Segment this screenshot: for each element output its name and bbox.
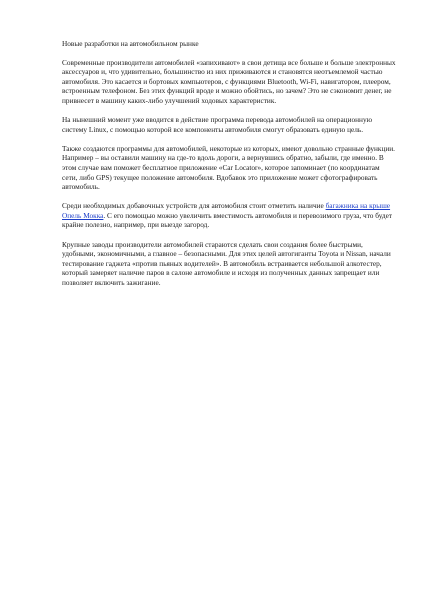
article-title: Новые разработки на автомобильном рынке [62, 39, 199, 48]
paragraph-electronics: Современные производители автомобилей «запихивают» в свои детища все больше и больше электронных аксессуаров и, что удивительно, большинство из них приживаются и становятся неотъемлемой частью автомобиля. Это касается и бортовых компьютеров, с функциями Bluetooth, Wi-Fi, навигатором, плеером, встроенным телефоном. Без этих функций вроде и можно обойтись, но зачем? Это не сэкономит денег, не привнесет в машину каких-либо улучшений ходовых характеристик. [62, 57, 396, 105]
paragraph-roof-rack [62, 201, 396, 230]
paragraph-roof-rack-text-before: Среди необходимых добавочных устройств для автомобиля стоит отметить наличие [62, 201, 326, 211]
article-body [62, 39, 396, 297]
paragraph-roof-rack-text-after: . С его помощью можно увеличить вместимость автомобиля и перевозимого груза, что будет крайне полезно, например, при выезде загород. [62, 210, 393, 230]
paragraph-linux: На нынешний момент уже вводится в действие программа перевода автомобилей на операционную систему Linux, с помощью которой все компоненты автомобиля смогут образовать единую цель. [62, 115, 373, 134]
paragraph-apps: Также создаются программы для автомобилей, некоторые из которых, имеют довольно странные функции. Например – вы оставили машину на где-то вдоль дороги, а вернувшись обратно, забыли, где именно. В этом случае вам поможет бесплатное приложение «Car Locator», которое запоминает (по координатам сети, либо GPS) текущее положение автомобиля. Вдобавок это приложение может сфотографировать автомобиль. [62, 143, 396, 192]
paragraph-breathalyzer: Крупные заводы производители автомобилей стараются сделать свои создания более быстрыми, удобными, экономичными, а главное – безопасными. Для этих целей автогиганты Toyota и Nissan, начали тестирование гаджета «против пьяных водителей». В автомобиль встраивается небольшой алкотестер, который замеряет наличие паров в салоне автомобиле и исходя из полученных данных запрещает или позволяет включить зажигание. [62, 239, 391, 287]
roof-rack-link[interactable]: багажника на крыше Опель Мокка [62, 201, 391, 220]
